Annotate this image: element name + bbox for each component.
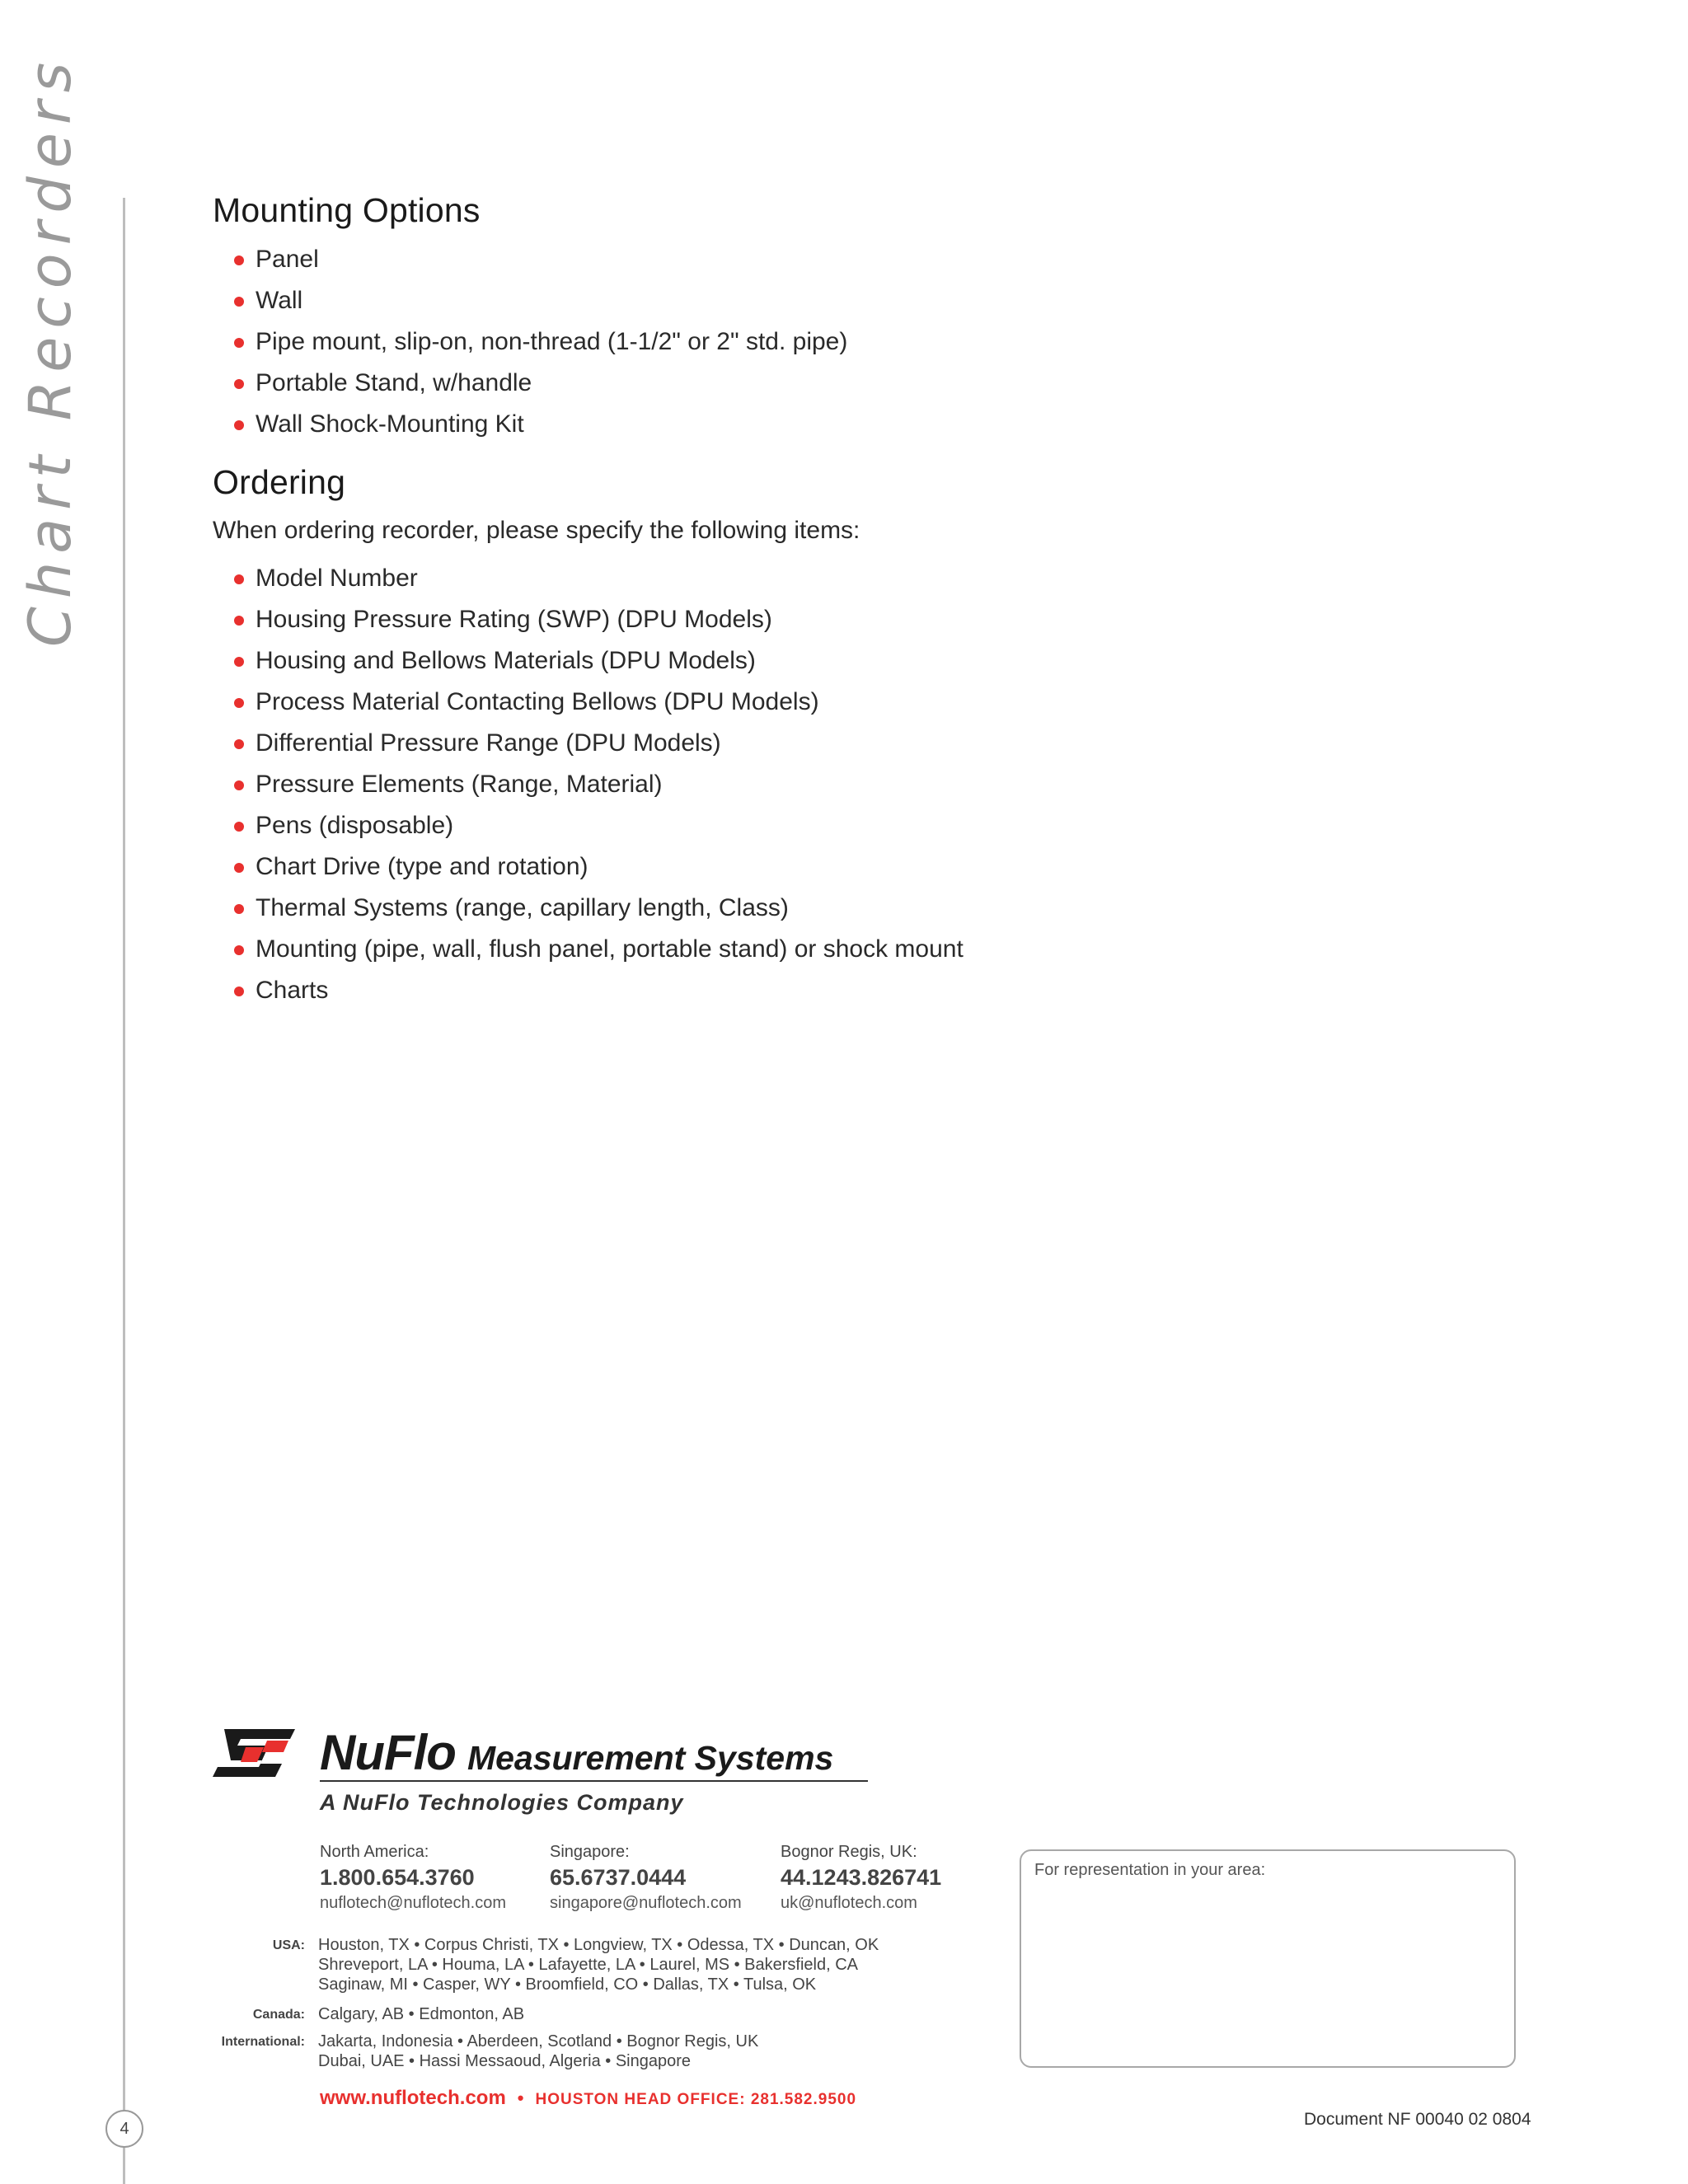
website-link[interactable]: www.nuflotech.com [320, 2087, 506, 2109]
office-email: nuflotech@nuflotech.com [320, 1894, 506, 1912]
office-north-america [320, 1843, 559, 1912]
office-label: Singapore: [550, 1843, 630, 1861]
separator: • [517, 2088, 524, 2108]
bullet-icon [234, 379, 244, 389]
office-phone: 65.6737.0444 [550, 1865, 687, 1890]
office-phone: 1.800.654.3760 [320, 1865, 475, 1890]
office-phone: 44.1243.826741 [781, 1865, 942, 1890]
list-item: Wall Shock-Mounting Kit [234, 404, 847, 445]
ordering-intro: When ordering recorder, please specify the following items: [213, 517, 860, 544]
list-item: Differential Pressure Range (DPU Models) [234, 723, 964, 764]
page-number: 4 [106, 2110, 143, 2148]
bullet-icon [234, 657, 244, 667]
location-label: International: [221, 2035, 305, 2049]
side-title-text: Chart Recorders [16, 54, 84, 647]
bullet-icon [234, 420, 244, 430]
bullet-icon [234, 863, 244, 873]
bullet-icon [234, 698, 244, 708]
list-item: Pressure Elements (Range, Material) [234, 764, 964, 805]
list-item: Charts [234, 970, 964, 1011]
list-item: Chart Drive (type and rotation) [234, 846, 964, 888]
mounting-heading: Mounting Options [213, 191, 481, 229]
brand-nuflo: NuFlo [320, 1725, 456, 1780]
list-item: Pipe mount, slip-on, non-thread (1-1/2" or 2" std. pipe) [234, 321, 847, 363]
location-label: USA: [272, 1938, 305, 1952]
location-lines: Calgary, AB • Edmonton, AB [318, 2005, 525, 2023]
location-label: Canada: [252, 2008, 305, 2022]
bullet-icon [234, 822, 244, 832]
nuflo-logo-icon [213, 1729, 295, 1777]
list-item: Housing Pressure Rating (SWP) (DPU Models) [234, 599, 964, 640]
office-email: singapore@nuflotech.com [550, 1894, 742, 1912]
office-email: uk@nuflotech.com [781, 1894, 917, 1912]
list-item: Portable Stand, w/handle [234, 363, 847, 404]
bullet-icon [234, 987, 244, 996]
side-rule [123, 198, 125, 2184]
office-label: Bognor Regis, UK: [781, 1843, 917, 1861]
bullet-icon [234, 338, 244, 348]
bullet-icon [234, 945, 244, 955]
bullet-icon [234, 904, 244, 914]
brand-tagline: A NuFlo Technologies Company [320, 1790, 684, 1815]
brand-underline [320, 1780, 868, 1782]
brand-name [320, 1724, 833, 1781]
office-singapore [550, 1843, 789, 1912]
list-item: Wall [234, 280, 847, 321]
ordering-heading: Ordering [213, 463, 346, 501]
list-item: Pens (disposable) [234, 805, 964, 846]
mounting-list [234, 239, 847, 445]
head-office: HOUSTON HEAD OFFICE: 281.582.9500 [535, 2091, 857, 2108]
representation-box [1020, 1849, 1516, 2068]
list-item: Mounting (pipe, wall, flush panel, portable stand) or shock mount [234, 929, 964, 970]
office-uk [781, 1843, 1020, 1912]
list-item: Thermal Systems (range, capillary length, Class) [234, 888, 964, 929]
list-item: Panel [234, 239, 847, 280]
bullet-icon [234, 780, 244, 790]
bullet-icon [234, 616, 244, 626]
location-lines: Houston, TX • Corpus Christi, TX • Longview, TX • Odessa, TX • Duncan, OK Shreveport, LA • Houma, LA • Lafayette, LA • Laurel, MS • Bakersfield, CA Saginaw, MI • Casper, WY • Broomfield, CO • Dallas, TX • Tulsa, OK [318, 1936, 879, 1994]
ordering-list [234, 558, 964, 1011]
website-line [320, 2087, 856, 2110]
bullet-icon [234, 739, 244, 749]
location-lines: Jakarta, Indonesia • Aberdeen, Scotland • Bognor Regis, UK Dubai, UAE • Hassi Messaoud, Algeria • Singapore [318, 2032, 759, 2070]
bullet-icon [234, 255, 244, 265]
bullet-icon [234, 574, 244, 584]
bullet-icon [234, 297, 244, 307]
list-item: Housing and Bellows Materials (DPU Models) [234, 640, 964, 682]
representation-label: For representation in your area: [1034, 1861, 1266, 1879]
list-item: Process Material Contacting Bellows (DPU Models) [234, 682, 964, 723]
office-label: North America: [320, 1843, 429, 1861]
list-item: Model Number [234, 558, 964, 599]
document-number: Document NF 00040 02 0804 [1304, 2110, 1531, 2129]
brand-suffix: Measurement Systems [467, 1739, 834, 1777]
